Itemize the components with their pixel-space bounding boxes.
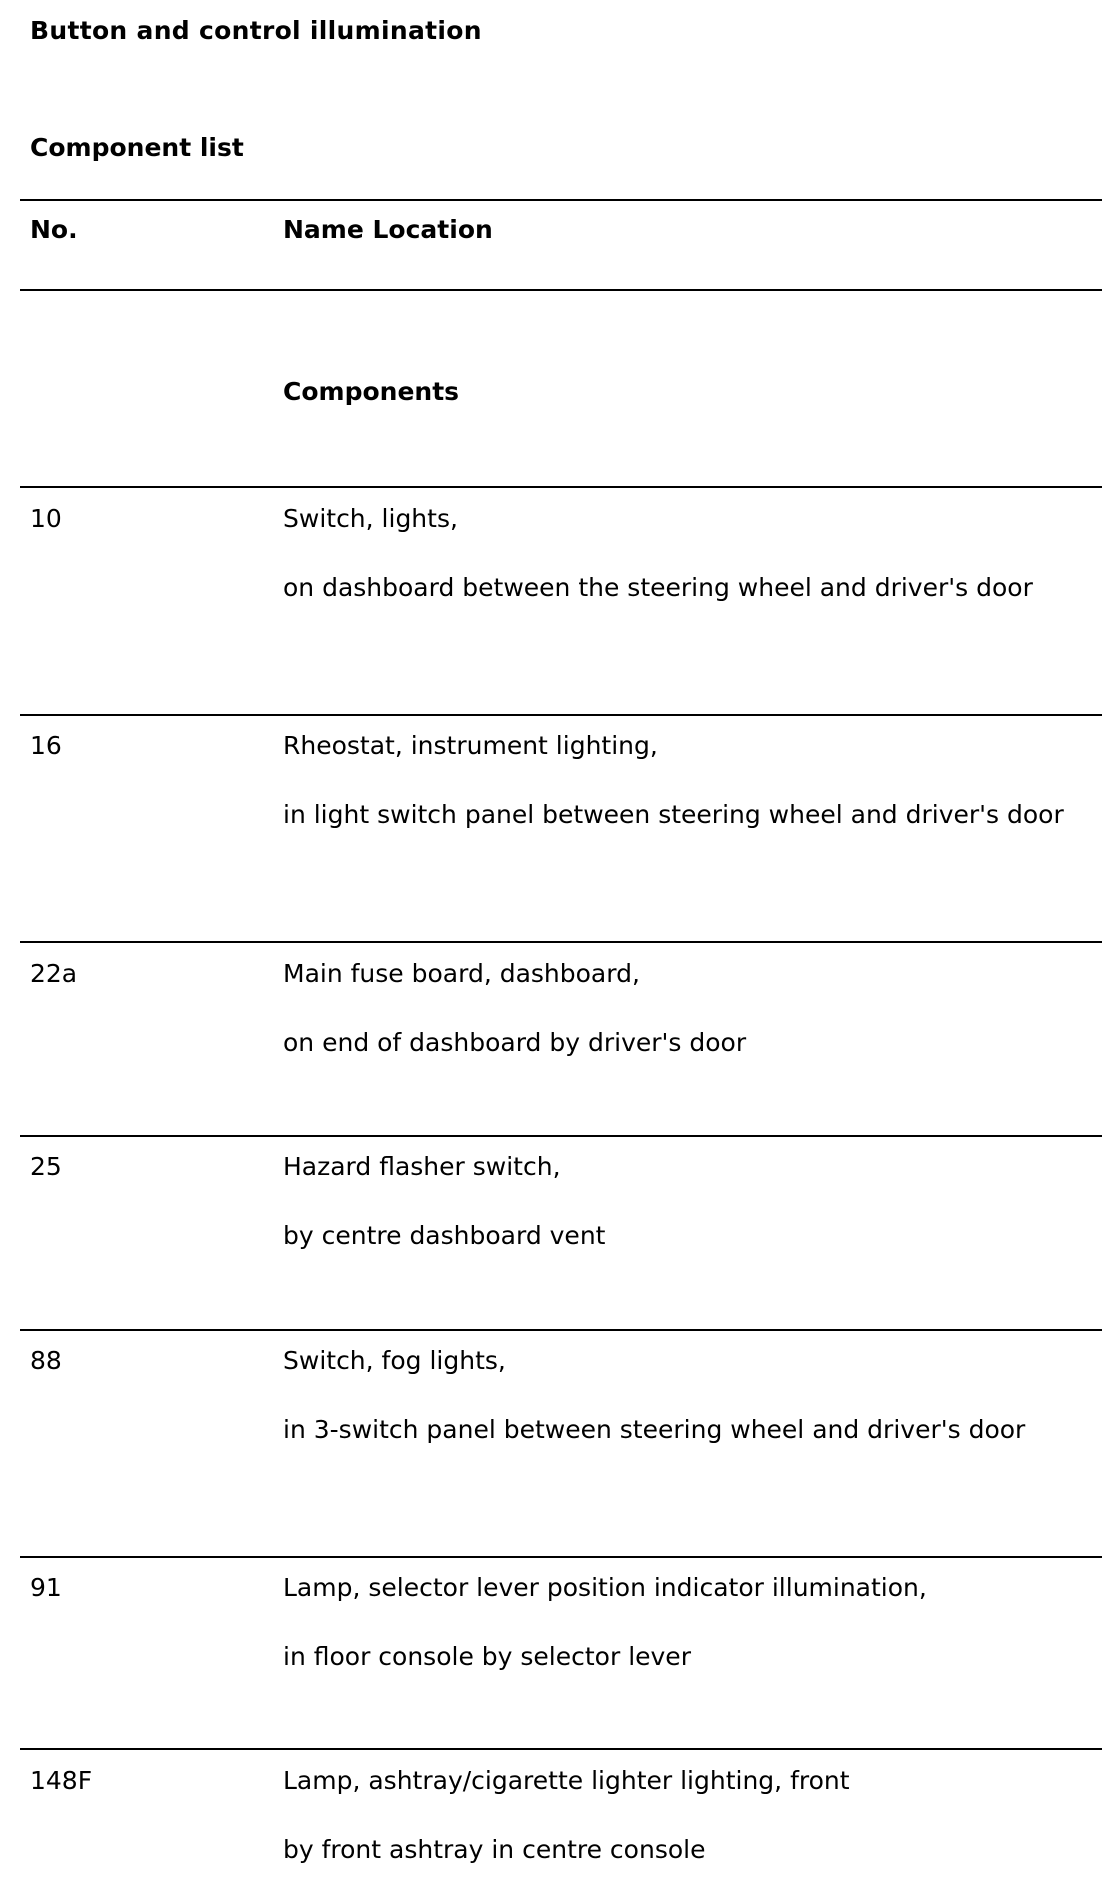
component-location: by centre dashboard vent bbox=[283, 1221, 606, 1250]
component-location: on dashboard between the steering wheel and driver's door bbox=[283, 573, 1033, 602]
component-number: 16 bbox=[30, 731, 62, 760]
component-name: Switch, fog lights, bbox=[283, 1346, 506, 1375]
document-title: Button and control illumination bbox=[30, 16, 482, 45]
group-label-components: Components bbox=[283, 377, 460, 406]
component-location: by front ashtray in centre console bbox=[283, 1835, 706, 1864]
component-number: 88 bbox=[30, 1346, 62, 1375]
component-name: Main fuse board, dashboard, bbox=[283, 959, 640, 988]
row-divider bbox=[20, 1329, 1102, 1331]
column-header-no: No. bbox=[30, 215, 78, 244]
section-title: Component list bbox=[30, 133, 244, 162]
component-number: 148F bbox=[30, 1766, 93, 1795]
component-name: Lamp, ashtray/cigarette lighter lighting, front bbox=[283, 1766, 850, 1795]
table-top-rule bbox=[20, 199, 1102, 201]
component-location: in floor console by selector lever bbox=[283, 1642, 691, 1671]
component-location: in light switch panel between steering wheel and driver's door bbox=[283, 800, 1064, 829]
row-divider bbox=[20, 1556, 1102, 1558]
component-name: Lamp, selector lever position indicator illumination, bbox=[283, 1573, 927, 1602]
component-location: in 3-switch panel between steering wheel and driver's door bbox=[283, 1415, 1026, 1444]
component-name: Hazard flasher switch, bbox=[283, 1152, 561, 1181]
header-bottom-rule bbox=[20, 289, 1102, 291]
component-location: on end of dashboard by driver's door bbox=[283, 1028, 747, 1057]
column-header-name-location: Name Location bbox=[283, 215, 493, 244]
component-number: 22a bbox=[30, 959, 78, 988]
component-number: 25 bbox=[30, 1152, 62, 1181]
row-divider bbox=[20, 714, 1102, 716]
row-divider bbox=[20, 486, 1102, 488]
component-number: 10 bbox=[30, 504, 62, 533]
component-number: 91 bbox=[30, 1573, 62, 1602]
row-divider bbox=[20, 1135, 1102, 1137]
row-divider bbox=[20, 1748, 1102, 1750]
row-divider bbox=[20, 941, 1102, 943]
component-name: Switch, lights, bbox=[283, 504, 458, 533]
component-name: Rheostat, instrument lighting, bbox=[283, 731, 658, 760]
